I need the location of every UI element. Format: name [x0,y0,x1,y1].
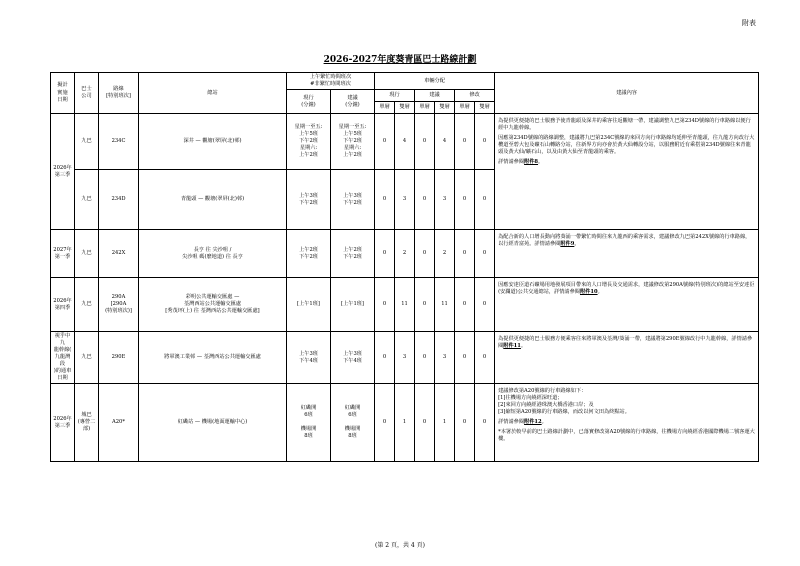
termini-cell: 深井 — 觀塘(翠屏(北)邨) [139,114,287,170]
attachment-link[interactable]: 附件8 [524,159,539,166]
header-fleet-existing: 現行 [375,90,415,102]
fleet-cell: 0 [475,114,495,170]
table-row [51,332,759,384]
fleet-cell: 0 [375,114,395,170]
fleet-cell: 0 [415,114,435,170]
header-single: 單層 [375,102,395,114]
proposal-cell: 建議修改第A20號線的行車路線如下： [1]往機場方向繞經深旺道； [2]來回方向繞經港珠澳大橋香港口岸；及 [3]縮短第A20號線的行車路線，而改以何文田為終點站。 詳情請參閱附件12。 *本署於較早前的巴士路線計劃中，已落實修改第A20號線的行車路線，往機場方向繞經香港國際機場二號客運大樓。 [495,384,759,462]
page-footer: (第 2 頁，共 4 頁) [375,542,425,549]
table-row [51,384,759,462]
fleet-cell: 0 [415,384,435,462]
proposal-text: 因應安達臣道石礦場用地發展項目帶來的人口增長及交通需求，建議修改第290A號線(特別班次)的總站至安達臣(安瀾道)公共交通總站，詳情請參閱 [498,282,755,296]
proposal-cell: 為提供更便捷的巴士服務予使青龍頭及深井的乘客往返觀塘一帶，建議調整九巴第234D號線的行車路線以便行經中九龍幹線。 因應第234D號線的路線調整，建議將九巴第234C號線的來回方向行車路線均延伸至青龍頭，往九龍方向改行大欖道至碧大包及礦石山轉路分站，往新界方向亦會於黃大仙轉設分站，以服務附近有乘搭第234D號線往來青龍頭及黃大仙/礦石山，以及由黃大仙至青龍頭的乘客。 詳情請參閱附件8。 [495,114,759,230]
freq-existing-cell: 紅磡開 6班 機場開 8班 [287,384,331,462]
fleet-cell: 3 [435,332,455,384]
header-double: 雙層 [395,102,415,114]
route-cell: 290E [99,332,139,384]
route-cell: A20* [99,384,139,462]
fleet-cell: 0 [415,230,435,278]
route-cell: 290A [290A (特別班次)] [99,278,139,332]
fleet-cell: 11 [435,278,455,332]
attachment-link[interactable]: 附件11 [503,343,521,350]
fleet-cell: 0 [415,170,435,230]
company-cell: 城巴 (專營二 部) [75,384,99,462]
proposal-text: 詳情請參閱 [498,419,525,426]
company-cell: 九巴 [75,114,99,170]
header-termini: 總站 [139,73,287,114]
fleet-cell: 0 [455,230,475,278]
attachment-link[interactable]: 附件12 [524,419,542,426]
fleet-cell: 0 [455,384,475,462]
header-company: 巴士 公司 [75,73,99,114]
fleet-cell: 0 [475,278,495,332]
table-row [51,230,759,278]
freq-existing-cell: [上午1班] [287,278,331,332]
termini-cell: 紅磡站 — 機場(地面運輸中心) [139,384,287,462]
header-fleet-proposed: 建議 [415,90,455,102]
route-plan-table [50,72,759,462]
header-single: 單層 [455,102,475,114]
fleet-cell: 0 [375,332,395,384]
termini-cell: 長亨 往 尖沙咀 / 尖沙咀 碼(麼地道) 往 長亨 [139,230,287,278]
header-double: 雙層 [475,102,495,114]
fleet-cell: 0 [475,170,495,230]
freq-proposed-cell: 上午3班 下午2班 [331,170,375,230]
header-freq-existing: 現行 (分鐘) [287,90,331,114]
proposal-text: 為提供更便捷的巴士服務予使青龍頭及深井的乘客往返觀塘一帶，建議調整九巴第234D號線的行車路線以便行經中九龍幹線。 [498,118,751,132]
company-cell: 九巴 [75,332,99,384]
header-frequency: 上午繁忙時間班次 #非繁忙時間班次 [287,73,375,90]
freq-proposed-cell: 星期一至五: 上午5班 下午2班 星期六: 上午2班 [331,114,375,170]
route-cell: 234D [99,170,139,230]
proposal-item: [1]往機場方向繞經深旺道； [498,395,563,402]
freq-existing-cell: 上午2班 下午2班 [287,230,331,278]
fleet-cell: 0 [375,384,395,462]
freq-proposed-cell: 紅磡開 6班 機場開 8班 [331,384,375,462]
fleet-cell: 0 [415,278,435,332]
header-date: 擬計 實施 日期 [51,73,75,114]
company-cell: 九巴 [75,278,99,332]
fleet-cell: 0 [475,332,495,384]
header-proposal: 建議內容 [495,73,759,114]
freq-proposed-cell: 上午3班 下午4班 [331,332,375,384]
fleet-cell: 2 [395,230,415,278]
fleet-cell: 0 [455,278,475,332]
fleet-cell: 0 [455,114,475,170]
company-cell: 九巴 [75,230,99,278]
attachment-link[interactable]: 附件9 [560,241,575,248]
company-cell: 九巴 [75,170,99,230]
termini-cell: 彩明公共運輸交匯處 — 荃灣西站公共運輸交匯處 [秀茂坪(上) 往 荃灣西站公共運輸交匯處] [139,278,287,332]
freq-existing-cell: 星期一至五: 上午5班 下午2班 星期六: 上午2班 [287,114,331,170]
proposal-text: 建議修改第A20號線的行車路線如下： [498,388,587,395]
fleet-cell: 0 [375,278,395,332]
fleet-cell: 3 [395,332,415,384]
proposal-text: 因應第234D號線的路線調整，建議將九巴第234C號線的來回方向行車路線均延伸至青龍頭，往九龍方向改行大欖道至碧大包及礦石山轉路分站，往新界方向亦會於黃大仙轉設分站，以服務附近有乘搭第234D號線往來青龍頭及黃大仙/礦石山，以及由黃大仙至青龍頭的乘客。 [498,135,755,156]
proposal-item: [2]來回方向繞經港珠澳大橋香港口岸；及 [498,402,594,409]
fleet-cell: 0 [475,384,495,462]
proposal-item: [3]縮短第A20號線的行車路線，而改以何文田為終點站。 [498,409,630,416]
fleet-cell: 0 [375,230,395,278]
page-title: 2026-2027年度葵青區巴士路線計劃 [323,55,477,65]
header-fleet: 車輛分配 [375,73,495,90]
fleet-cell: 0 [415,332,435,384]
proposal-text: 為配合新的人口增長動向將葵涌一帶繁忙時間往來九龍西的乘客需求，建議修改九巴第242X號線的行車路線，以行經青富苑。詳情請參閱 [498,234,751,248]
fleet-cell: 11 [395,278,415,332]
fleet-cell: 0 [475,230,495,278]
header-freq-proposed: 建議 (分鐘) [331,90,375,114]
freq-proposed-cell: [上午1班] [331,278,375,332]
fleet-cell: 4 [395,114,415,170]
freq-existing-cell: 上午3班 下午4班 [287,332,331,384]
fleet-cell: 0 [455,332,475,384]
freq-proposed-cell: 上午2班 下午2班 [331,230,375,278]
appendix-label: 附表 [742,19,756,27]
date-cell: 2026年 第三季 [51,384,75,462]
proposal-text: 為提供更便捷的巴士服務方便乘客往來將軍澳及荃灣/葵涌一帶，建議將第290E號線改行中九龍幹線，詳情請參閱 [498,336,753,350]
fleet-cell: 4 [435,114,455,170]
header-fleet-change: 修改 [455,90,495,102]
fleet-cell: 0 [375,170,395,230]
fleet-cell: 1 [395,384,415,462]
date-cell: 視乎中九 龍幹線( 九龍灣段 )的通車 日期 [51,332,75,384]
header-double: 雙層 [435,102,455,114]
fleet-cell: 3 [435,170,455,230]
header-route: 路線 [特別班次] [99,73,139,114]
fleet-cell: 2 [435,230,455,278]
route-cell: 242X [99,230,139,278]
header-row-1 [51,73,759,90]
proposal-text: 詳情請參閱 [498,159,525,166]
fleet-cell: 1 [435,384,455,462]
table-row [51,114,759,170]
freq-existing-cell: 上午3班 下午2班 [287,170,331,230]
attachment-link[interactable]: 附件10 [579,289,598,296]
date-cell: 2026年 第三季 [51,114,75,230]
proposal-note: *本署於較早前的巴士路線計劃中，已落實修改第A20號線的行車路線，往機場方向繞經香港國際機場二號客運大樓。 [498,429,755,443]
header-single: 單層 [415,102,435,114]
termini-cell: 將軍澳工業邨 — 荃灣西站公共運輸交匯處 [139,332,287,384]
table-row [51,278,759,332]
proposal-cell: 為提供更便捷的巴士服務方便乘客往來將軍澳及荃灣/葵涌一帶，建議將第290E號線改行中九龍幹線，詳情請參閱附件11。 [495,332,759,384]
proposal-cell: 因應安達臣道石礦場用地發展項目帶來的人口增長及交通需求，建議修改第290A號線(特別班次)的總站至安達臣(安瀾道)公共交通總站，詳情請參閱附件10。 [495,278,759,332]
termini-cell: 青龍頭 — 觀塘(翠屏(北)邨) [139,170,287,230]
route-cell: 234C [99,114,139,170]
fleet-cell: 3 [395,170,415,230]
fleet-cell: 0 [455,170,475,230]
date-cell: 2027年 第一季 [51,230,75,278]
date-cell: 2026年 第四季 [51,278,75,332]
proposal-cell: 為配合新的人口增長動向將葵涌一帶繁忙時間往來九龍西的乘客需求，建議修改九巴第242X號線的行車路線，以行經青富苑。詳情請參閱附件9。 [495,230,759,278]
